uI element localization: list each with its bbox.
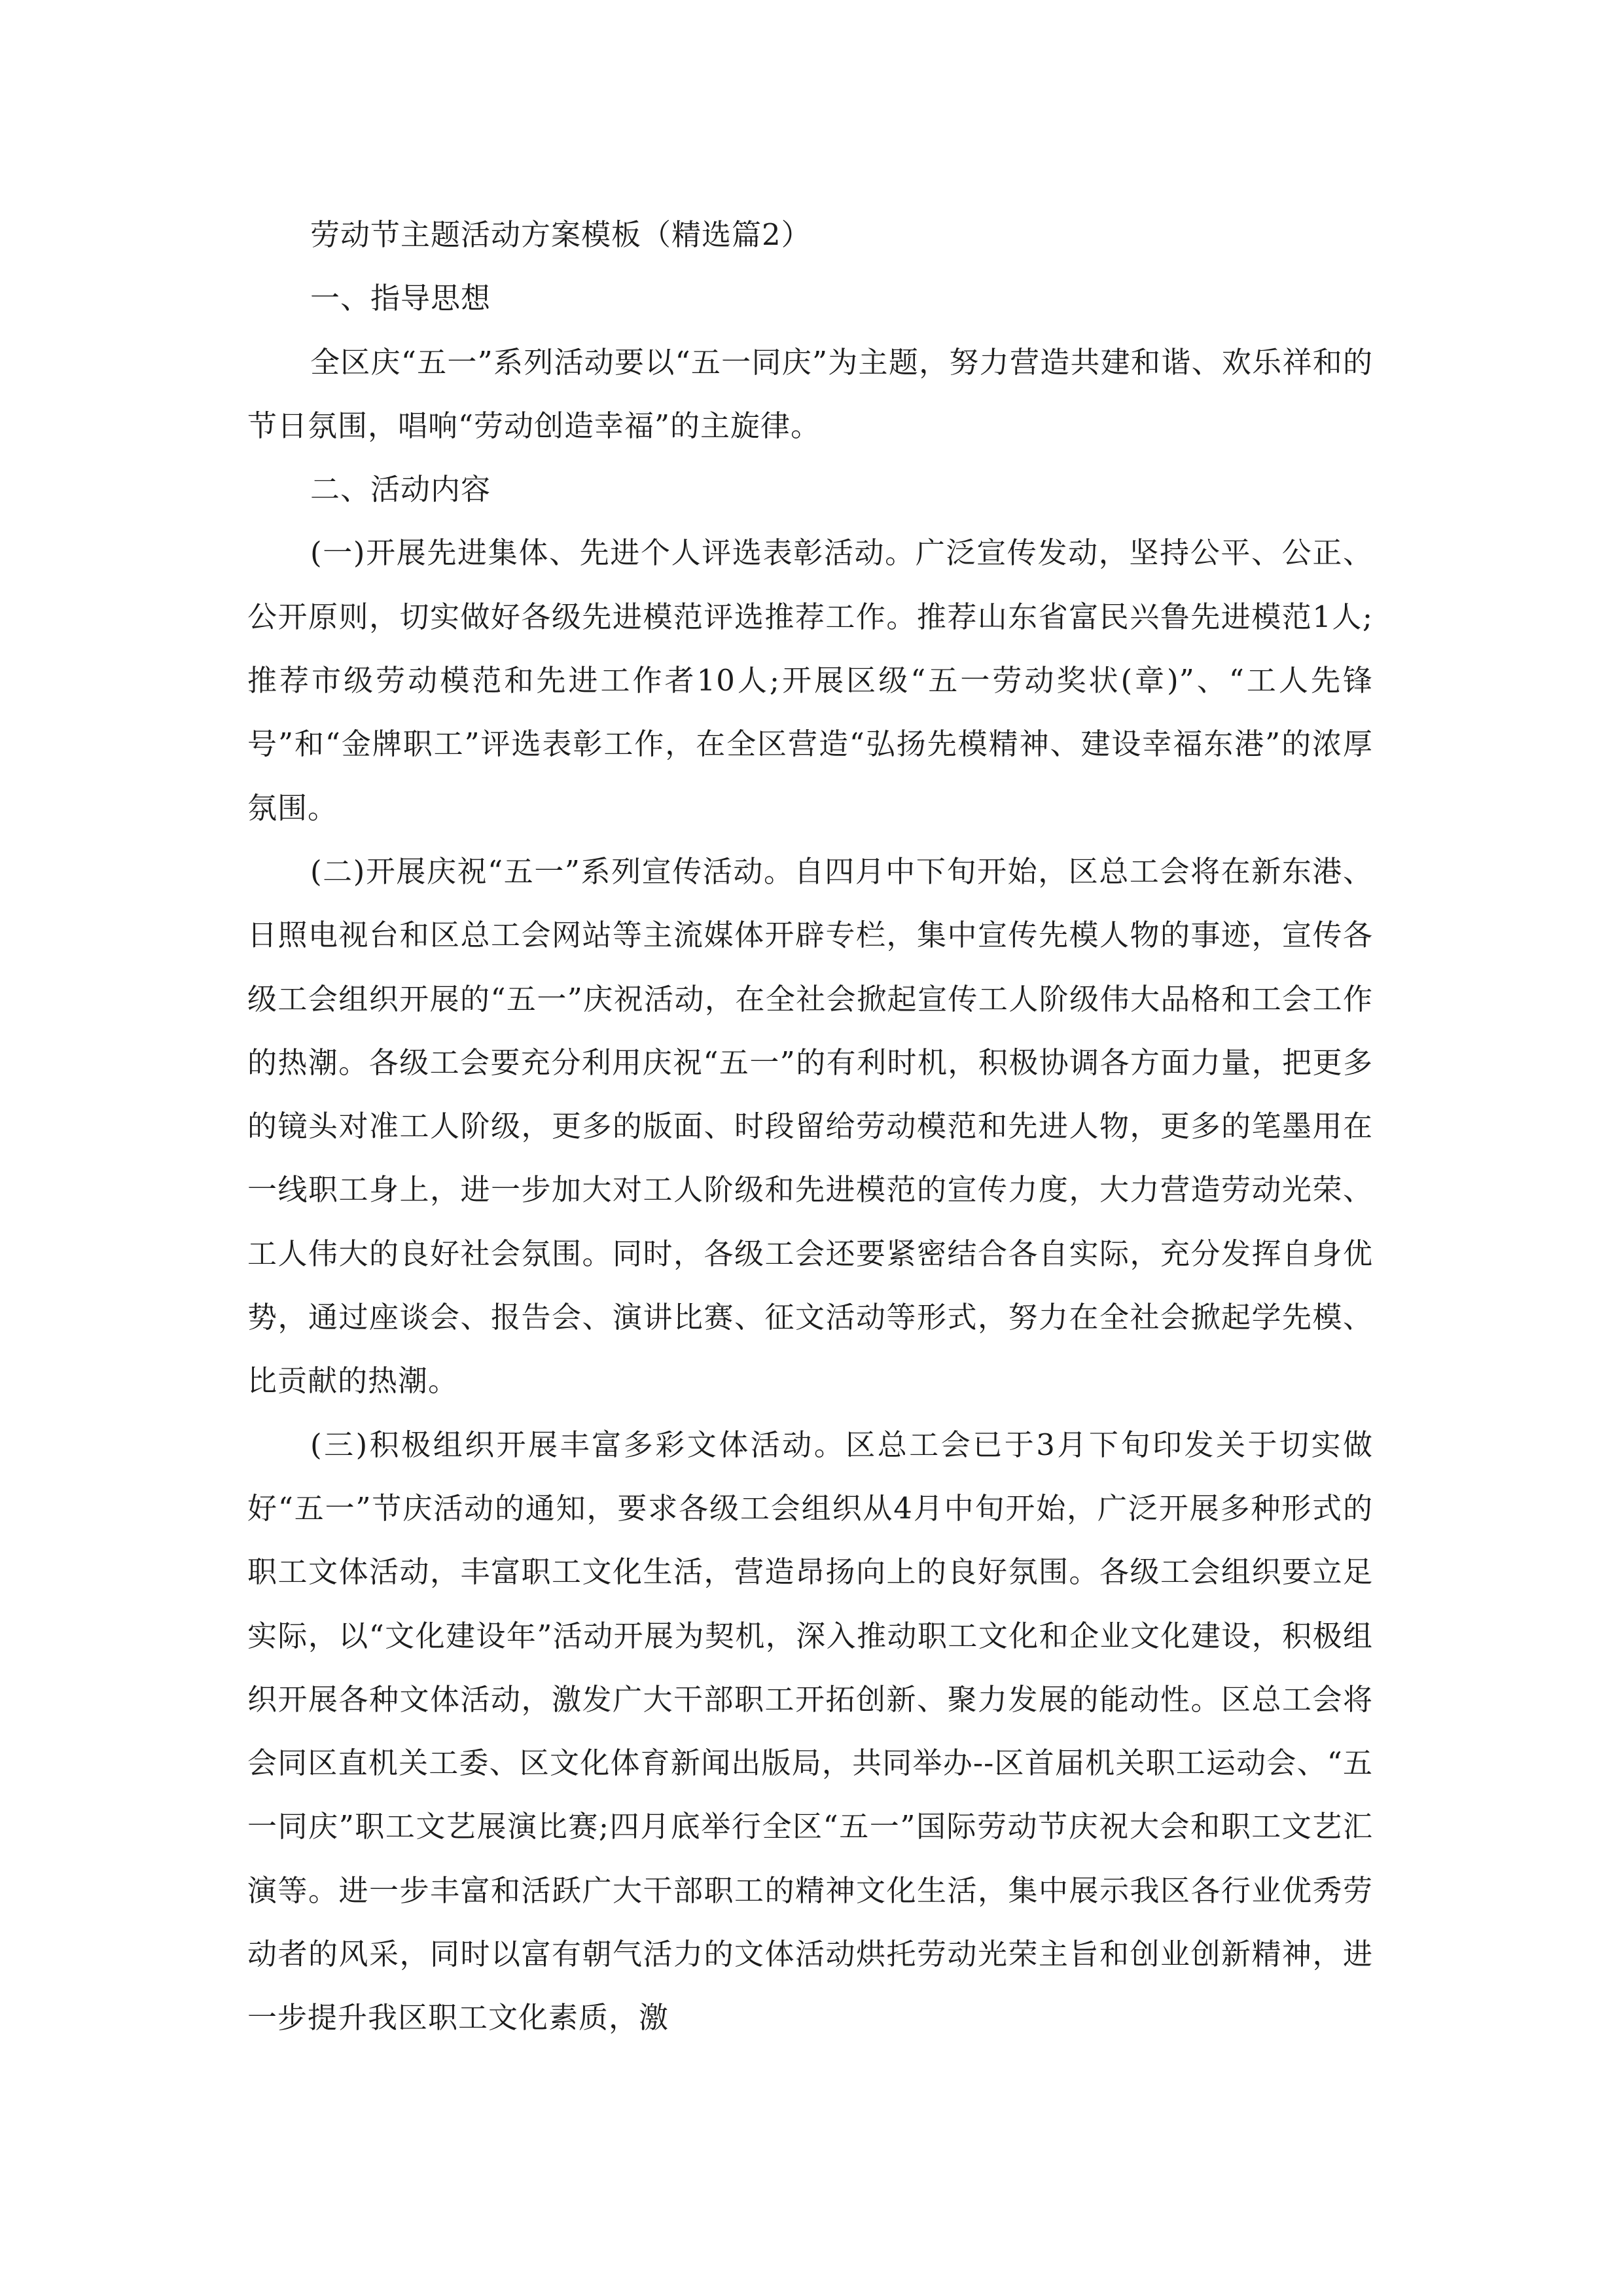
paragraph-item-3: (三)积极组织开展丰富多彩文体活动。区总工会已于3月下旬印发关于切实做好“五一”节庆活动的通知，要求各级工会组织从4月中旬开始，广泛开展多种形式的职工文体活动，丰富职工文化生活，营造昂扬向上的良好氛围。各级工会组织要立足实际，以“文化建设年”活动开展为契机，深入推动职工文化和企业文化建设，积极组织开展各种文体活动，激发广大干部职工开拓创新、聚力发展的能动性。区总工会将会同区直机关工委、区文化体育新闻出版局，共同举办--区首届机关职工运动会、“五一同庆”职工文艺展演比赛;四月底举行全区“五一”国际劳动节庆祝大会和职工文艺汇演等。进一步丰富和活跃广大干部职工的精神文化生活，集中展示我区各行业优秀劳动者的风采，同时以富有朝气活力的文体活动烘托劳动光荣主旨和创业创新精神，进一步提升我区职工文化素质，激 — [247, 1427, 1373, 2036]
document-body — [247, 203, 1373, 2050]
paragraph-item-2: (二)开展庆祝“五一”系列宣传活动。自四月中下旬开始，区总工会将在新东港、日照电视台和区总工会网站等主流媒体开辟专栏，集中宣传先模人物的事迹，宣传各级工会组织开展的“五一”庆祝活动，在全社会掀起宣传工人阶级伟大品格和工会工作的热潮。各级工会要充分利用庆祝“五一”的有利时机，积极协调各方面力量，把更多的镜头对准工人阶级，更多的版面、时段留给劳动模范和先进人物，更多的笔墨用在一线职工身上，进一步加大对工人阶级和先进模范的宣传力度，大力营造劳动光荣、工人伟大的良好社会氛围。同时，各级工会还要紧密结合各自实际，充分发挥自身优势，通过座谈会、报告会、演讲比赛、征文活动等形式，努力在全社会掀起学先模、比贡献的热潮。 — [247, 853, 1373, 1399]
paragraph-item-1: (一)开展先进集体、先进个人评选表彰活动。广泛宣传发动，坚持公平、公正、公开原则，切实做好各级先进模范评选推荐工作。推荐山东省富民兴鲁先进模范1人;推荐市级劳动模范和先进工作者10人;开展区级“五一劳动奖状(章)”、“工人先锋号”和“金牌职工”评选表彰工作，在全区营造“弘扬先模精神、建设幸福东港”的浓厚氛围。 — [247, 535, 1373, 825]
document-title: 劳动节主题活动方案模板（精选篇2） — [310, 217, 812, 252]
section-heading-activity-content: 二、活动内容 — [310, 472, 491, 507]
section-heading-guiding-ideology: 一、指导思想 — [310, 281, 491, 316]
paragraph-guiding-ideology: 全区庆“五一”系列活动要以“五一同庆”为主题，努力营造共建和谐、欢乐祥和的节日氛围，唱响“劳动创造幸福”的主旋律。 — [247, 344, 1373, 443]
